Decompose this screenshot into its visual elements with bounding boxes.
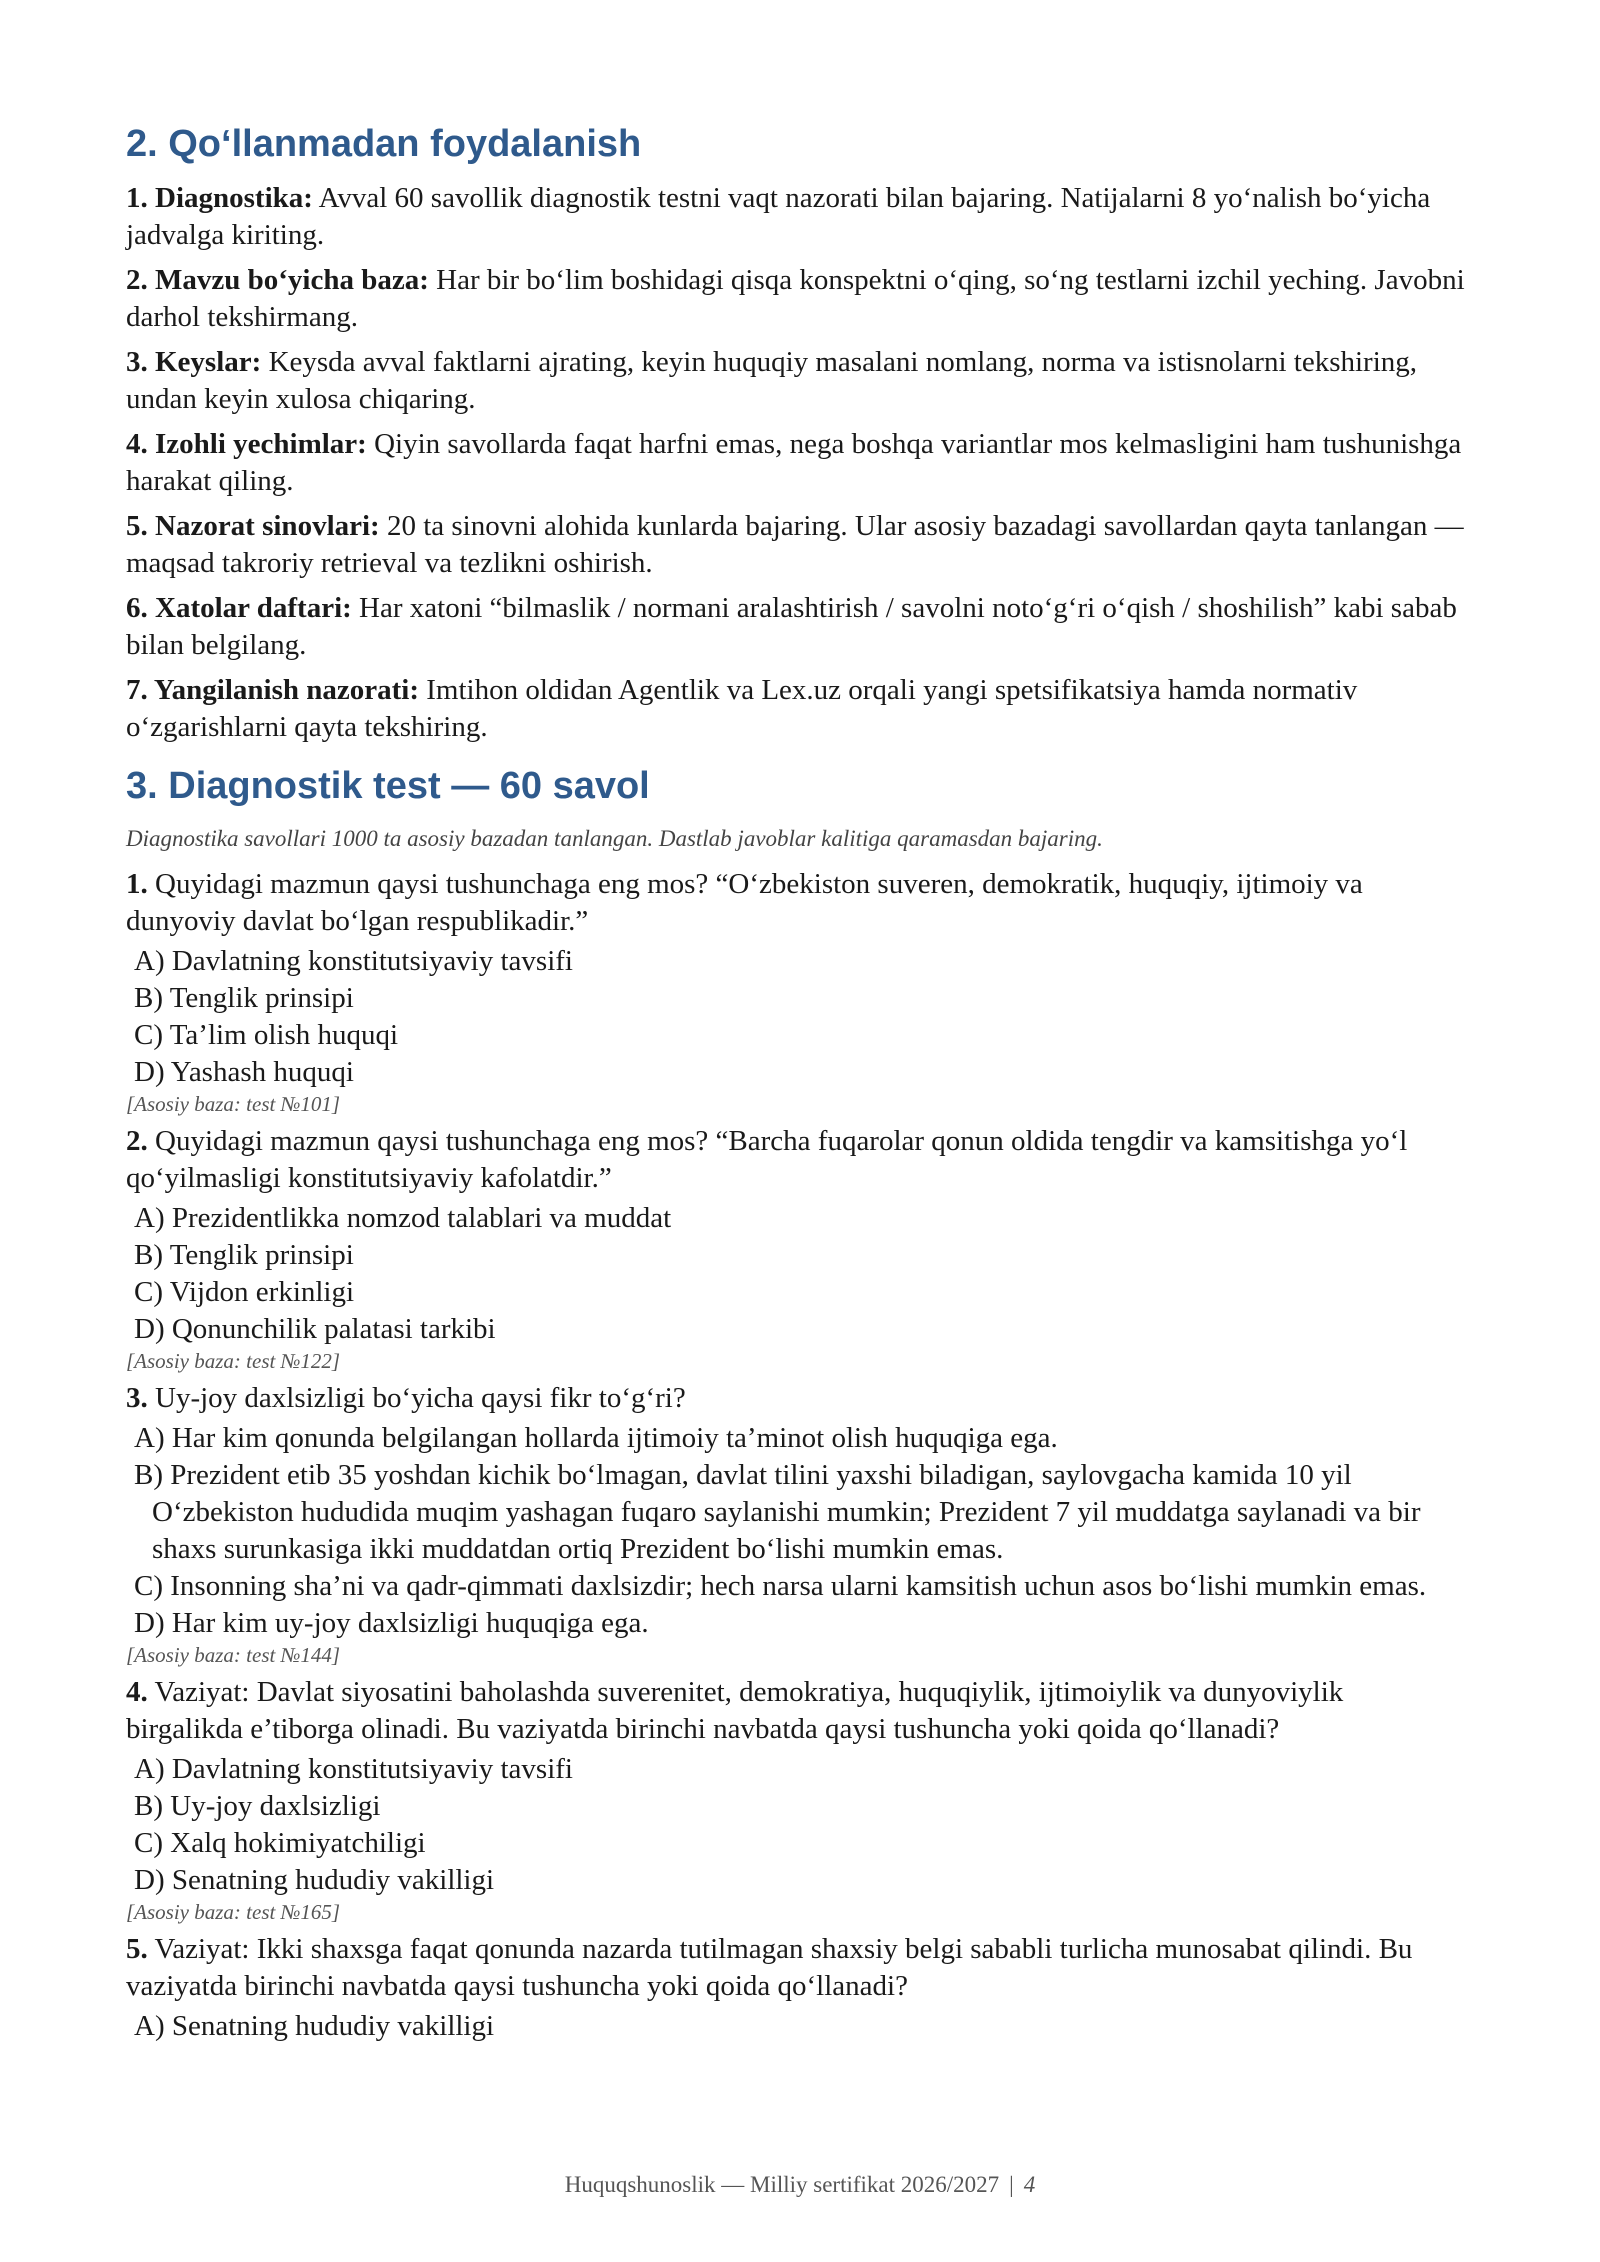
question-number: 5. xyxy=(126,1933,148,1965)
guide-item xyxy=(126,426,1465,500)
question-source: [Asosiy baza: test №101] xyxy=(126,1092,341,1116)
question-text: Uy-joy daxlsizligi bo‘yicha qaysi fikr to‘g‘ri? xyxy=(147,1382,686,1414)
guide-item-label: 5. Nazorat sinovlari: xyxy=(126,510,380,542)
guide-item xyxy=(126,590,1465,664)
question xyxy=(126,1380,1465,1668)
answer-option: C) Vijdon erkinligi xyxy=(134,1276,355,1308)
guide-item-text: Imtihon oldidan Agentlik va Lex.uz orqali yangi spetsifikatsiya hamda normativ o‘zgarishlarni qayta tekshiring. xyxy=(126,674,1358,743)
guide-item-text: Har bir bo‘lim boshidagi qisqa konspektni o‘qing, so‘ng testlarni izchil yeching. Javobni darhol tekshirmang. xyxy=(126,264,1465,333)
answer-option: D) Qonunchilik palatasi tarkibi xyxy=(134,1313,496,1345)
question-number: 2. xyxy=(126,1125,148,1157)
question-text: Vaziyat: Davlat siyosatini baholashda suverenitet, demokratiya, huquqiylik, ijtimoiylik va dunyoviylik birgalikda e’tiborga olinadi. Bu vaziyatda birinchi navbatda qaysi tushuncha yoki qoida qo‘llanadi? xyxy=(126,1676,1344,1745)
question xyxy=(126,866,1465,1117)
guide-item xyxy=(126,672,1465,746)
question-number: 1. xyxy=(126,868,148,900)
question-stem xyxy=(126,1674,1465,1748)
guide-item-text: Avval 60 savollik diagnostik testni vaqt nazorati bilan bajaring. Natijalarni 8 yo‘nalish bo‘yicha jadvalga kiriting. xyxy=(126,182,1431,251)
guide-item-label: 7. Yangilanish nazorati: xyxy=(126,674,419,706)
page-number: 4 xyxy=(1023,2172,1036,2197)
answer-option: D) Senatning hududiy vakilligi xyxy=(134,1864,495,1896)
question-source: [Asosiy baza: test №144] xyxy=(126,1643,341,1667)
question-number: 3. xyxy=(126,1382,148,1414)
question-text: Quyidagi mazmun qaysi tushunchaga eng mos? “Barcha fuqarolar qonun oldida tengdir va kamsitishga yo‘l qo‘yilmasligi konstitutsiyaviy kafolatdir.” xyxy=(126,1125,1408,1194)
question-stem xyxy=(126,1123,1465,1197)
footer-separator: | xyxy=(1009,2172,1014,2197)
answer-option: B) Uy-joy daxlsizligi xyxy=(134,1790,381,1822)
section-2-heading: 2. Qo‘llanmadan foydalanish xyxy=(126,123,642,165)
question-source: [Asosiy baza: test №122] xyxy=(126,1349,341,1373)
guide-item-label: 4. Izohli yechimlar: xyxy=(126,428,367,460)
answer-option: C) Insonning sha’ni va qadr-qimmati daxlsizdir; hech narsa ularni kamsitish uchun asos bo‘lishi mumkin emas. xyxy=(134,1570,1427,1602)
guide-item xyxy=(126,508,1465,582)
answer-option: A) Davlatning konstitutsiyaviy tavsifi xyxy=(134,945,573,977)
answer-option: D) Yashash huquqi xyxy=(134,1056,354,1088)
question-source: [Asosiy baza: test №165] xyxy=(126,1900,341,1924)
question-stem xyxy=(126,866,1465,940)
question xyxy=(126,1931,1465,2045)
question-text: Quyidagi mazmun qaysi tushunchaga eng mos? “O‘zbekiston suveren, demokratik, huquqiy, ijtimoiy va dunyoviy davlat bo‘lgan respublikadir.” xyxy=(126,868,1363,937)
guide-item-text: Har xatoni “bilmaslik / normani aralashtirish / savolni noto‘g‘ri o‘qish / shoshilish” kabi sabab bilan belgilang. xyxy=(126,592,1457,661)
section-intro: Diagnostika savollari 1000 ta asosiy bazadan tanlangan. Dastlab javoblar kalitiga qaramasdan bajaring. xyxy=(126,826,1103,851)
question-text: Vaziyat: Ikki shaxsga faqat qonunda nazarda tutilmagan shaxsiy belgi sababli turlicha munosabat qilindi. Bu vaziyatda birinchi navbatda qaysi tushuncha yoki qoida qo‘llanadi? xyxy=(126,1933,1413,2002)
guide-item-label: 3. Keyslar: xyxy=(126,346,262,378)
footer-title: Huquqshunoslik — Milliy sertifikat 2026/2027 xyxy=(564,2172,1000,2197)
guide-item xyxy=(126,262,1465,336)
guide-list xyxy=(126,180,1465,746)
question-number: 4. xyxy=(126,1676,148,1708)
answer-option: A) Prezidentlikka nomzod talablari va muddat xyxy=(134,1202,672,1234)
guide-item-text: 20 ta sinovni alohida kunlarda bajaring. Ular asosiy bazadagi savollardan qayta tanlangan — maqsad takroriy retrieval va tezlikni oshirish. xyxy=(126,510,1464,579)
answer-option: A) Har kim qonunda belgilangan hollarda ijtimoiy ta’minot olish huquqiga ega. xyxy=(134,1422,1058,1454)
guide-item xyxy=(126,344,1465,418)
section-3-heading: 3. Diagnostik test — 60 savol xyxy=(126,765,650,807)
question-stem xyxy=(126,1380,1465,1417)
guide-item-label: 6. Xatolar daftari: xyxy=(126,592,352,624)
guide-item-text: Qiyin savollarda faqat harfni emas, nega boshqa variantlar mos kelmasligini ham tushunishga harakat qiling. xyxy=(126,428,1462,497)
guide-item-label: 1. Diagnostika: xyxy=(126,182,313,214)
guide-item-label: 2. Mavzu bo‘yicha baza: xyxy=(126,264,429,296)
answer-option: B) Tenglik prinsipi xyxy=(134,982,354,1014)
question xyxy=(126,1123,1465,1374)
answer-option: C) Ta’lim olish huquqi xyxy=(134,1019,399,1051)
answer-option: B) Tenglik prinsipi xyxy=(134,1239,354,1271)
answer-option: A) Davlatning konstitutsiyaviy tavsifi xyxy=(134,1753,573,1785)
answer-option: A) Senatning hududiy vakilligi xyxy=(134,2010,495,2042)
guide-item-text: Keysda avval faktlarni ajrating, keyin huquqiy masalani nomlang, norma va istisnolarni tekshiring, undan keyin xulosa chiqaring. xyxy=(126,346,1418,415)
guide-item xyxy=(126,180,1465,254)
answer-option: C) Xalq hokimiyatchiligi xyxy=(134,1827,426,1859)
page-footer xyxy=(0,2172,1600,2198)
answer-option: D) Har kim uy-joy daxlsizligi huquqiga ega. xyxy=(134,1607,649,1639)
answer-option: B) Prezident etib 35 yoshdan kichik bo‘lmagan, davlat tilini yaxshi biladigan, saylovgacha kamida 10 yil O‘zbekiston hududida muqim yashagan fuqaro saylanishi mumkin; Prezident 7 yil muddatga saylanadi va bir shaxs surunkasiga ikki muddatdan ortiq Prezident bo‘lishi mumkin emas. xyxy=(134,1459,1421,1565)
question-stem xyxy=(126,1931,1465,2005)
question xyxy=(126,1674,1465,1925)
